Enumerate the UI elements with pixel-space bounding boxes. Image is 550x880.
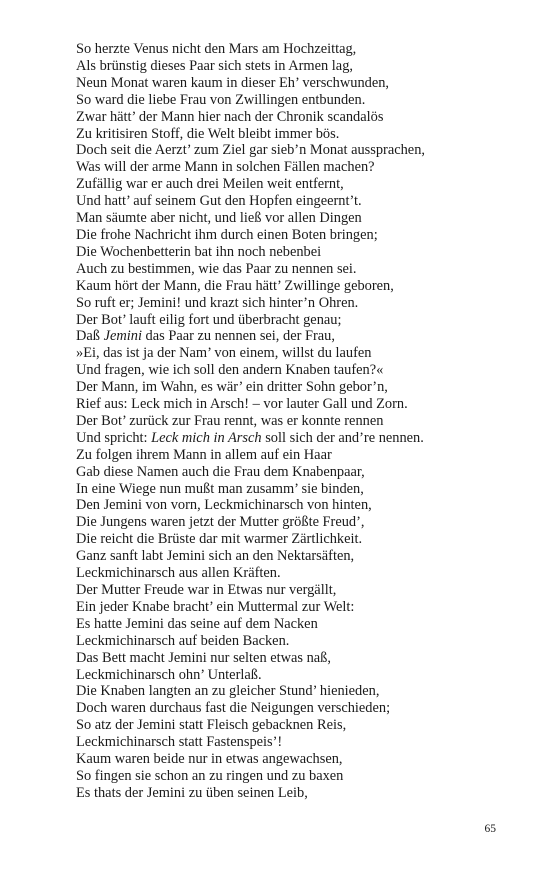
- poem-line-text: Leckmichinarsch ohn’ Unterlaß.: [76, 666, 262, 683]
- poem-line-text: Leckmichinarsch auf beiden Backen.: [76, 632, 290, 649]
- poem-line-text: Rief aus: Leck mich in Arsch! – vor lauter Gall und Zorn.: [76, 396, 408, 413]
- poem-line: [76, 396, 516, 413]
- poem-line-text: Kaum hört der Mann, die Frau hätt’ Zwillinge geboren,: [76, 277, 394, 294]
- poem-line-text: So fingen sie schon an zu ringen und zu baxen: [76, 767, 344, 784]
- poem-line: [76, 261, 516, 278]
- poem-line-text: Der Mutter Freude war in Etwas nur vergällt,: [76, 582, 337, 598]
- poem-line: [76, 548, 516, 565]
- poem-line-text: Den Jemini von vorn, Leckmichinarsch von hinten,: [76, 497, 372, 514]
- poem-line-text: Das Bett macht Jemini nur selten etwas naß,: [76, 649, 331, 666]
- poem-line: [76, 126, 516, 143]
- poem-line: [76, 447, 516, 464]
- poem-line: [76, 244, 516, 261]
- poem-line: [76, 464, 516, 481]
- poem-line: [76, 683, 516, 700]
- poem-line: [76, 785, 516, 802]
- poem-line: [76, 92, 516, 109]
- poem-line: [76, 75, 516, 92]
- poem-line: [76, 768, 516, 785]
- poem-line-text: Ganz sanft labt Jemini sich an den Nektarsäften,: [76, 548, 355, 565]
- poem-line: [76, 734, 516, 751]
- poem-line: [76, 481, 516, 498]
- poem-line-text: Leckmichinarsch aus allen Kräften.: [76, 565, 281, 582]
- poem-line-text: So ward die liebe Frau von Zwillingen entbunden.: [76, 91, 366, 108]
- poem-line: [76, 379, 516, 396]
- poem-line-text: »Ei, das ist ja der Nam’ von einem, willst du laufen: [76, 345, 372, 362]
- poem-line-text: So atz der Jemini statt Fleisch gebacknen Reis,: [76, 717, 347, 734]
- poem-line: [76, 531, 516, 548]
- poem-line-text: So herzte Venus nicht den Mars am Hochzeittag,: [76, 41, 357, 57]
- poem-text-block: [76, 41, 516, 802]
- poem-line: [76, 159, 516, 176]
- poem-line-text: Es thats der Jemini zu üben seinen Leib,: [76, 784, 308, 801]
- poem-line-text: Die Knaben langten an zu gleicher Stund’ hienieden,: [76, 683, 380, 700]
- poem-line: [76, 312, 516, 329]
- poem-line-text: Die frohe Nachricht ihm durch einen Boten bringen;: [76, 226, 378, 243]
- poem-line: [76, 227, 516, 244]
- poem-line: [76, 430, 516, 447]
- poem-line: [76, 295, 516, 312]
- poem-line-text: Der Mann, im Wahn, es wär’ ein dritter Sohn gebor’n,: [76, 379, 388, 396]
- poem-line: [76, 497, 516, 514]
- poem-line-text: Die Wochenbetterin bat ihn noch nebenbei: [76, 243, 322, 260]
- poem-line: [76, 362, 516, 379]
- poem-line-text: So ruft er; Jemini! und krazt sich hinter’n Ohren.: [76, 294, 359, 311]
- poem-line-text: Doch seit die Aerzt’ zum Ziel gar sieb’n Monat aussprachen,: [76, 142, 425, 159]
- poem-line-text: Man säumte aber nicht, und ließ vor allen Dingen: [76, 210, 362, 227]
- poem-line: [76, 41, 516, 58]
- poem-line: [76, 700, 516, 717]
- poem-line-text: Auch zu bestimmen, wie das Paar zu nennen sei.: [76, 260, 357, 277]
- poem-line-text: Zwar hätt’ der Mann hier nach der Chronik scandalös: [76, 108, 384, 125]
- poem-line-text: In eine Wiege nun mußt man zusamm’ sie binden,: [76, 480, 364, 497]
- poem-line-text: Doch waren durchaus fast die Neigungen verschieden;: [76, 700, 391, 717]
- poem-line-text: Und fragen, wie ich soll den andern Knaben taufen?«: [76, 362, 384, 379]
- poem-line: [76, 514, 516, 531]
- poem-line: [76, 142, 516, 159]
- poem-line-text: das Paar zu nennen sei, der Frau,: [141, 328, 335, 345]
- poem-line: [76, 667, 516, 684]
- poem-line-italic-text: Leck mich in Arsch: [151, 429, 262, 446]
- poem-line: [76, 633, 516, 650]
- poem-line-text: Der Bot’ lauft eilig fort und überbracht genau;: [76, 311, 342, 328]
- poem-line: [76, 751, 516, 768]
- poem-line: [76, 717, 516, 734]
- poem-line-text: Was will der arme Mann in solchen Fällen machen?: [76, 159, 375, 176]
- poem-line-text: soll sich der and’re nennen.: [261, 429, 424, 446]
- poem-line-text: Als brünstig dieses Paar sich stets in Armen lag,: [76, 57, 353, 74]
- poem-line: [76, 616, 516, 633]
- poem-line-text: Der Bot’ zurück zur Frau rennt, was er konnte rennen: [76, 412, 384, 429]
- poem-line: [76, 582, 516, 599]
- poem-line-text: Ein jeder Knabe bracht’ ein Muttermal zur Welt:: [76, 598, 355, 615]
- poem-line: [76, 58, 516, 75]
- poem-line-text: Und hatt’ auf seinem Gut den Hopfen eingeernt’t.: [76, 193, 362, 210]
- poem-line-text: Zu kritisiren Stoff, die Welt bleibt immer bös.: [76, 125, 340, 142]
- poem-line-text: Leckmichinarsch statt Fastenspeis’!: [76, 734, 283, 751]
- poem-line-text: Zu folgen ihrem Mann in allem auf ein Haar: [76, 446, 332, 463]
- poem-line-text: Die reicht die Brüste dar mit warmer Zärtlichkeit.: [76, 531, 363, 548]
- poem-line: [76, 176, 516, 193]
- poem-line-text: Es hatte Jemini das seine auf dem Nacken: [76, 615, 318, 632]
- poem-line-text: Zufällig war er auch drei Meilen weit entfernt,: [76, 176, 344, 193]
- poem-line-text: Daß: [76, 328, 104, 345]
- poem-line: [76, 565, 516, 582]
- poem-line: [76, 328, 516, 345]
- poem-line: [76, 193, 516, 210]
- poem-line: [76, 210, 516, 227]
- poem-line: [76, 599, 516, 616]
- poem-line: [76, 278, 516, 295]
- page-number: 65: [484, 823, 496, 835]
- poem-line: [76, 413, 516, 430]
- poem-line: [76, 109, 516, 126]
- poem-line-text: Und spricht:: [76, 429, 152, 446]
- poem-line-text: Neun Monat waren kaum in dieser Eh’ verschwunden,: [76, 74, 390, 91]
- poem-line-text: Kaum waren beide nur in etwas angewachsen,: [76, 751, 343, 768]
- poem-line-italic-text: Jemini: [103, 328, 142, 345]
- poem-line-text: Die Jungens waren jetzt der Mutter größte Freud’,: [76, 514, 365, 531]
- poem-line-text: Gab diese Namen auch die Frau dem Knabenpaar,: [76, 463, 365, 480]
- poem-line: [76, 345, 516, 362]
- poem-line: [76, 650, 516, 667]
